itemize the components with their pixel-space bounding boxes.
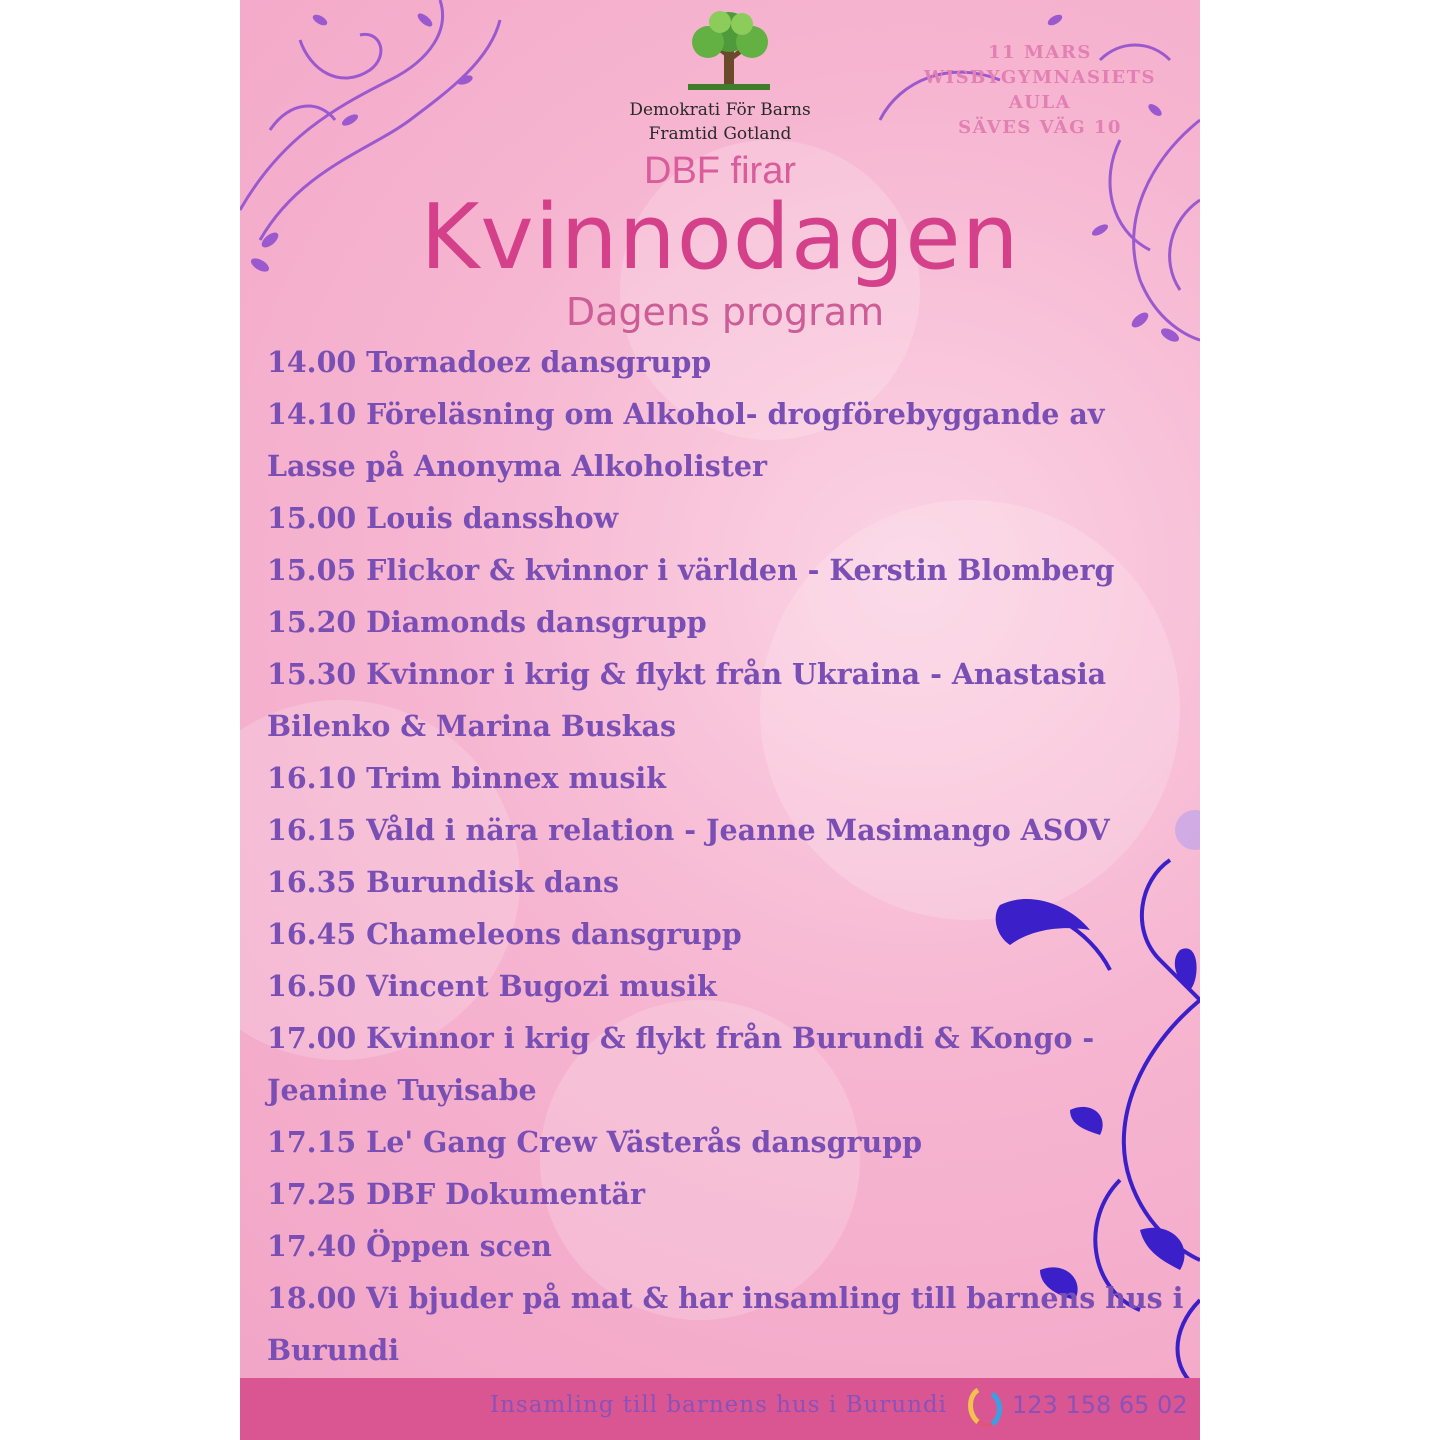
- poster: [240, 0, 1200, 1440]
- event-info: [890, 40, 1190, 140]
- program-item: 14.10 Föreläsning om Alkohol- drogförebyggande av Lasse på Anonyma Alkoholister: [267, 397, 1105, 483]
- program-list: [267, 336, 1187, 1376]
- tree-logo-icon: [680, 8, 778, 92]
- swish-number: 123 158 65 02: [1012, 1391, 1188, 1419]
- program-item: 18.00 Vi bjuder på mat & har insamling till barnens hus i Burundi: [267, 1281, 1184, 1367]
- program-item: 16.15 Våld i nära relation - Jeanne Masimango ASOV: [267, 813, 1110, 847]
- event-venue: WISBYGYMNASIETS AULA: [924, 67, 1156, 113]
- program-item: 17.15 Le' Gang Crew Västerås dansgrupp: [267, 1125, 923, 1159]
- pre-title: DBF firar: [644, 150, 796, 192]
- program-subtitle: Dagens program: [565, 290, 885, 334]
- program-item: 14.00 Tornadoez dansgrupp: [267, 345, 712, 379]
- footer-fundraising-text: Insamling till barnens hus i Burundi: [490, 1392, 948, 1418]
- program-item: 17.00 Kvinnor i krig & flykt från Burundi & Kongo - Jeanine Tuyisabe: [267, 1021, 1095, 1107]
- program-item: 15.00 Louis dansshow: [267, 501, 619, 535]
- program-item: 15.20 Diamonds dansgrupp: [267, 605, 707, 639]
- program-item: 16.45 Chameleons dansgrupp: [267, 917, 742, 951]
- page-title: Kvinnodagen: [420, 185, 1020, 290]
- swish-icon: [964, 1384, 1006, 1432]
- program-item: 15.05 Flickor & kvinnor i världen - Kerstin Blomberg: [267, 553, 1115, 587]
- program-item: 16.10 Trim binnex musik: [267, 761, 666, 795]
- organization-name: [580, 98, 860, 146]
- program-item: 16.50 Vincent Bugozi musik: [267, 969, 717, 1003]
- event-date: 11 MARS: [988, 42, 1092, 63]
- program-item: 17.25 DBF Dokumentär: [267, 1177, 645, 1211]
- organization-name-line-1: Demokrati För Barns: [629, 100, 811, 120]
- program-item: 15.30 Kvinnor i krig & flykt från Ukraina - Anastasia Bilenko & Marina Buskas: [267, 657, 1107, 743]
- footer-bar: [240, 1378, 1200, 1440]
- program-item: 17.40 Öppen scen: [267, 1229, 552, 1263]
- event-address: SÄVES VÄG 10: [958, 117, 1122, 138]
- program-item: 16.35 Burundisk dans: [267, 865, 620, 899]
- organization-name-line-2: Framtid Gotland: [648, 124, 792, 144]
